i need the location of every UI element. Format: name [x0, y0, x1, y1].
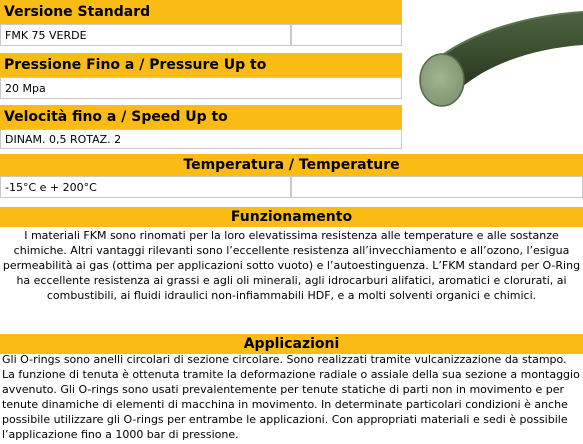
temperature-title: Temperatura / Temperature [0, 154, 583, 176]
function-title: Funzionamento [0, 207, 583, 227]
standard-value-empty [291, 24, 402, 46]
standard-header-empty [291, 0, 402, 24]
temperature-value: -15°C e + 200°C [0, 176, 291, 198]
pressure-title: Pressione Fino a / Pressure Up to [0, 53, 402, 77]
pressure-value: 20 Mpa [0, 77, 402, 99]
applications-title: Applicazioni [0, 334, 583, 354]
o-ring-image [403, 0, 583, 150]
speed-title: Velocità fino a / Speed Up to [0, 105, 402, 129]
standard-value: FMK 75 VERDE [0, 24, 291, 46]
standard-title: Versione Standard [0, 0, 291, 24]
speed-value: DINAM. 0,5 ROTAZ. 2 [0, 129, 402, 149]
o-ring-icon [403, 0, 583, 150]
function-text: I materiali FKM sono rinomati per la loro elevatissima resistenza alle temperature e alle sostanze chimiche. Altri vantaggi rilevanti sono l’eccellente resistenza all’invecchiamento e all’ozono, l’esigua permeabilità ai gas (ottima per applicazioni sotto vuoto) e l’autoestinguenza. L’FKM standard per O-Ring ha eccellente resistenza ai grassi e agli oli minerali, agli idrocarburi alifatici, aromatici e clorurati, ai combustibili, ai fluidi idraulici non-infiammabili HDF, e a molti solventi organici e chimici. [2, 229, 581, 302]
temperature-value-empty [291, 176, 583, 198]
applications-text: Gli O-rings sono anelli circolari di sezione circolare. Sono realizzati tramite vulcanizzazione da stampo. La funzione di tenuta è ottenuta tramite la deformazione radiale o assiale della sua sezione a montaggio avvenuto. Gli O-rings sono usati prevalentemente per tenute statiche di parti non in movimento e per tenute dinamiche di elementi di macchina in movimento. In determinate particolari condizioni è anche possibile utilizzare gli O-rings per entrambe le applicazioni. Con appropriati materiali e sedi è possibile l’applicazione fino a 1000 bar di pressione. [2, 353, 580, 441]
